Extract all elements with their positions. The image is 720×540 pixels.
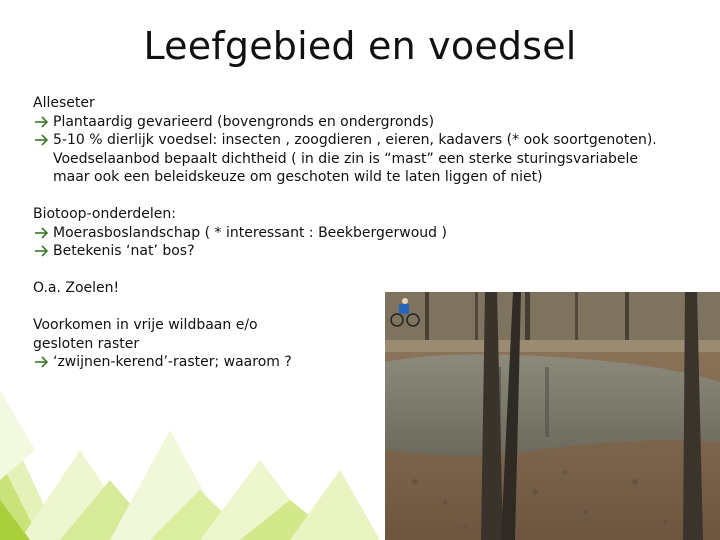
right-arrow-icon bbox=[33, 224, 51, 242]
bullet-plantaardig bbox=[33, 113, 673, 132]
bullet-moerasbos bbox=[33, 224, 673, 243]
bullet-text: Betekenis ‘nat’ bos? bbox=[53, 243, 195, 259]
bullet-text: ‘zwijnen-kerend’-raster; waarom ? bbox=[53, 354, 292, 370]
text-line-zoelen: O.a. Zoelen! bbox=[33, 280, 120, 296]
bullet-text: Moerasboslandschap ( * interessant : Beekbergerwoud ) bbox=[53, 224, 447, 241]
bullet-dierlijk bbox=[33, 131, 668, 187]
bullet-text: Plantaardig gevarieerd (bovengronds en ondergronds) bbox=[53, 113, 435, 130]
right-arrow-icon bbox=[33, 131, 51, 149]
bullet-betekenis bbox=[33, 242, 673, 261]
right-arrow-icon bbox=[33, 242, 51, 260]
right-arrow-icon bbox=[33, 353, 51, 371]
bullet-text: 5-10 % dierlijk voedsel: insecten , zoogdieren , eieren, kadavers (* ook soortgenoten). Voedselaanbod bepaalt dichtheid ( in die zin is “mast” een sterke sturingsvariabele maar ook een beleidskeuze om geschoten wild te laten liggen of niet) bbox=[53, 132, 657, 185]
photo-forest-pool-cyclist bbox=[385, 292, 720, 540]
decorative-triangle-pattern bbox=[0, 390, 380, 540]
right-arrow-icon bbox=[33, 113, 51, 131]
text-line-biotoop: Biotoop-onderdelen: bbox=[33, 206, 176, 222]
text-line-alleseter: Alleseter bbox=[33, 95, 95, 111]
text-line-raster: gesloten raster bbox=[33, 335, 140, 352]
slide-title: Leefgebied en voedsel bbox=[143, 24, 577, 68]
text-line-voorkomen: Voorkomen in vrije wildbaan e/o bbox=[33, 317, 258, 333]
forest-pool-photo bbox=[385, 292, 720, 540]
